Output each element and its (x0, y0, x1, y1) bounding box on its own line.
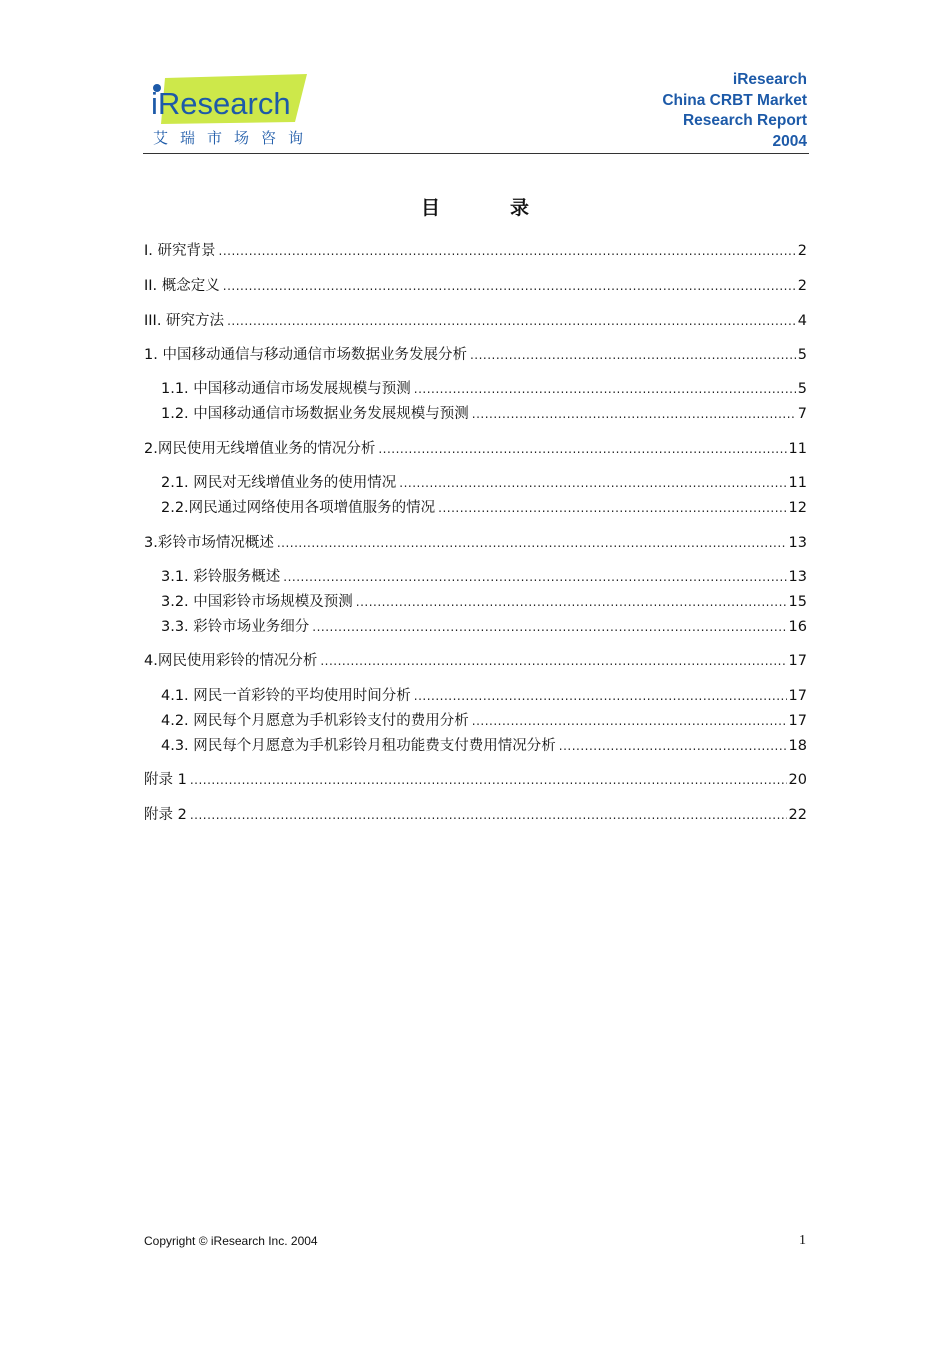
toc-entry-text: 1.1. 中国移动通信市场发展规模与预测 (161, 381, 411, 397)
header-divider (143, 153, 809, 154)
toc-entry-text: 2.网民使用无线增值业务的情况分析 (144, 441, 376, 457)
toc-leader-dots (190, 804, 787, 826)
toc-entry-page: 11 (788, 441, 807, 457)
toc-entry[interactable] (144, 769, 807, 791)
toc-entry[interactable] (144, 310, 807, 332)
report-line-1: iResearch (732, 71, 807, 88)
toc-leader-dots (559, 735, 787, 757)
toc-entry[interactable] (161, 735, 807, 757)
toc-entry-page: 11 (788, 475, 807, 491)
toc-entry-page: 13 (788, 535, 807, 551)
toc-entry-text: 附录 1 (144, 772, 187, 788)
toc-entry-text: 附录 2 (144, 807, 187, 823)
logo-wordmark: iResearch (151, 86, 291, 121)
toc-leader-dots (312, 616, 786, 638)
toc-entry[interactable] (144, 344, 807, 366)
toc-entry[interactable] (144, 532, 807, 554)
toc-entry-text: 1. 中国移动通信与移动通信市场数据业务发展分析 (144, 347, 467, 363)
report-line-2: China CRBT Market (662, 91, 807, 109)
toc-entry[interactable] (161, 591, 807, 613)
toc-entry-page: 4 (797, 313, 807, 329)
toc-leader-dots (378, 438, 786, 460)
toc-entry-text: 2.1. 网民对无线增值业务的使用情况 (161, 475, 397, 491)
footer-page-number: 1 (799, 1233, 806, 1248)
toc-entry-text: 3.3. 彩铃市场业务细分 (161, 619, 310, 635)
toc-entry-page: 12 (788, 500, 807, 516)
toc-entry[interactable] (161, 685, 807, 707)
report-line-3: Research Report (682, 112, 807, 129)
toc-entry-page: 22 (788, 807, 807, 823)
toc-entry-text: 1.2. 中国移动通信市场数据业务发展规模与预测 (161, 406, 469, 422)
report-line-4: 2004 (772, 132, 807, 150)
toc-leader-dots (190, 769, 787, 791)
toc-entry[interactable] (161, 378, 807, 400)
toc-entry-page: 16 (788, 619, 807, 635)
toc-leader-dots (414, 685, 787, 707)
toc-entry[interactable] (144, 240, 807, 262)
toc-entry-text: 3.2. 中国彩铃市场规模及预测 (161, 594, 353, 610)
toc-entry-page: 18 (788, 738, 807, 754)
toc-leader-dots (219, 240, 796, 262)
toc-leader-dots (277, 532, 787, 554)
toc-leader-dots (438, 497, 786, 519)
toc-entry-text: 4.3. 网民每个月愿意为手机彩铃月租功能费支付费用情况分析 (161, 738, 556, 754)
toc-entry-page: 17 (788, 653, 807, 669)
toc-entry[interactable] (161, 710, 807, 732)
toc-entry-page: 5 (797, 381, 807, 397)
toc-entry-page: 2 (797, 278, 807, 294)
toc-leader-dots (472, 403, 796, 425)
toc-entry-page: 20 (788, 772, 807, 788)
toc-leader-dots (227, 310, 796, 332)
toc-entry[interactable] (144, 804, 807, 826)
toc-entry[interactable] (144, 438, 807, 460)
toc-entry-text: II. 概念定义 (144, 278, 220, 294)
toc-leader-dots (223, 275, 796, 297)
toc-entry[interactable] (161, 566, 807, 588)
toc-entry-page: 5 (797, 347, 807, 363)
toc-leader-dots (470, 344, 796, 366)
toc-entry-text: I. 研究背景 (144, 243, 216, 259)
logo-tagline: 艾瑞市场咨询 (153, 129, 316, 147)
toc-entry-text: 3.1. 彩铃服务概述 (161, 569, 281, 585)
toc-entry-page: 17 (788, 713, 807, 729)
toc-entry-page: 2 (797, 243, 807, 259)
toc-leader-dots (399, 472, 786, 494)
toc-entry[interactable] (161, 403, 807, 425)
toc-entry-page: 13 (788, 569, 807, 585)
toc-entry-text: 4.网民使用彩铃的情况分析 (144, 653, 318, 669)
toc-entry[interactable] (161, 616, 807, 638)
toc-entry-text: 3.彩铃市场情况概述 (144, 535, 274, 551)
toc-leader-dots (472, 710, 787, 732)
toc-leader-dots (283, 566, 786, 588)
iresearch-logo (143, 72, 323, 152)
report-title-block (662, 70, 807, 152)
logo-graphic (143, 72, 323, 132)
toc-leader-dots (320, 650, 786, 672)
toc-entry-page: 15 (788, 594, 807, 610)
toc-entry-page: 17 (788, 688, 807, 704)
toc-entry[interactable] (144, 275, 807, 297)
toc-entry-text: III. 研究方法 (144, 313, 225, 329)
toc-entry-page: 7 (797, 406, 807, 422)
toc-entry[interactable] (144, 650, 807, 672)
toc-leader-dots (414, 378, 796, 400)
toc-entry-text: 2.2.网民通过网络使用各项增值服务的情况 (161, 500, 436, 516)
toc-entry[interactable] (161, 472, 807, 494)
footer-copyright: Copyright © iResearch Inc. 2004 (144, 1234, 318, 1248)
toc-entry-text: 4.1. 网民一首彩铃的平均使用时间分析 (161, 688, 411, 704)
toc-entry[interactable] (161, 497, 807, 519)
toc-entry-text: 4.2. 网民每个月愿意为手机彩铃支付的费用分析 (161, 713, 469, 729)
toc-title: 目录 (420, 197, 599, 219)
toc-leader-dots (356, 591, 787, 613)
